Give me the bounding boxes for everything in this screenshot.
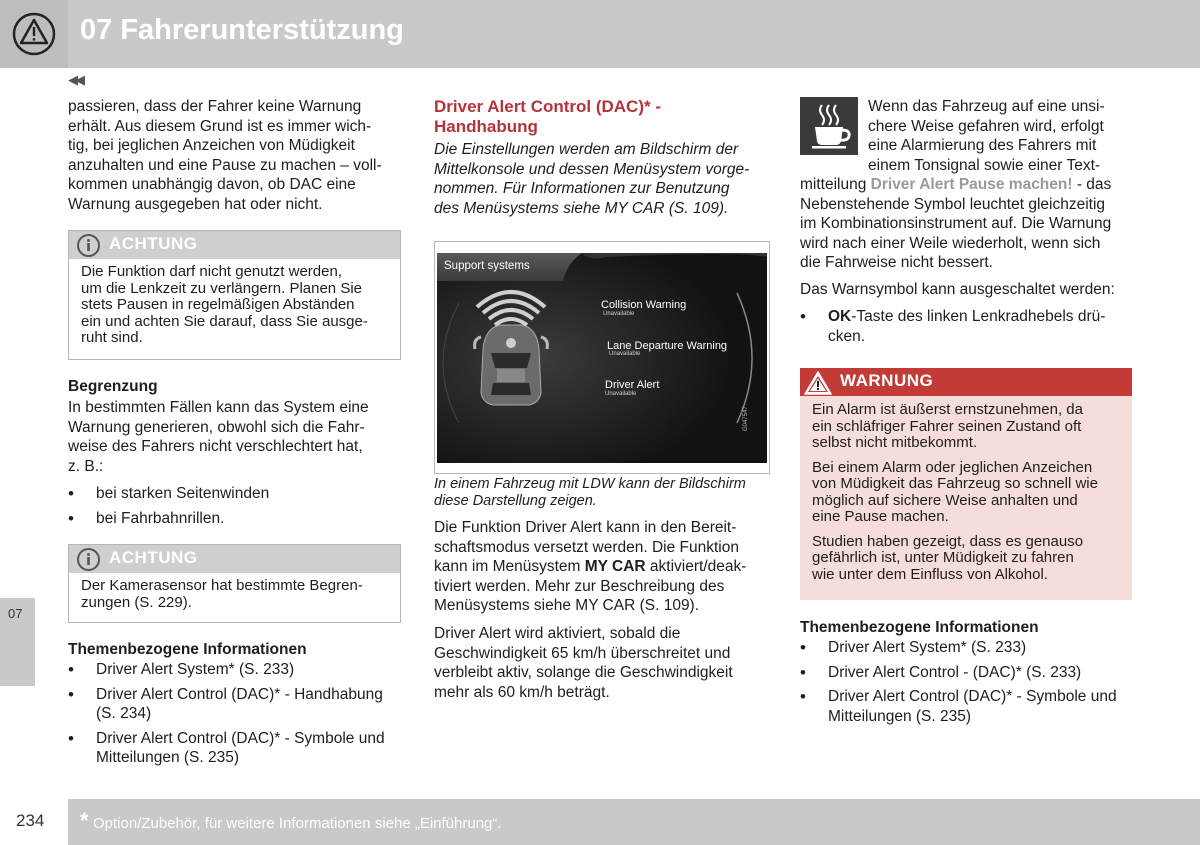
screen-item-status: Unavailable <box>603 311 635 317</box>
col3-paragraph-1-bottom <box>800 175 1145 273</box>
text-line: Ein Alarm ist äußerst ernstzunehmen, da <box>812 401 1083 418</box>
text-line: verbleibt aktiv, solange die Geschwindigkeit <box>434 664 733 681</box>
text-line: Mitteilungen (S. 235) <box>96 749 240 766</box>
display-message: Driver Alert Pause machen! <box>870 176 1073 193</box>
text-line: tig, bei jeglichen Anzeichen von Müdigkeit <box>68 137 355 154</box>
text-line: wird nach einer Weile wiederholt, wenn sich <box>800 234 1101 252</box>
related-link[interactable] <box>68 729 403 768</box>
text-line <box>800 175 1145 195</box>
list-item <box>800 307 1135 346</box>
col2-intro <box>434 140 774 218</box>
back-arrows-icon[interactable]: ◀◀ <box>68 72 82 87</box>
text-span: mitteilung <box>800 176 871 193</box>
warning-triangle-icon <box>0 0 68 68</box>
text-line: ein schläfriger Fahrer seinen Zustand oft <box>812 417 1082 435</box>
text-line: stets Pausen in regelmäßigen Abständen <box>81 296 355 313</box>
text-line <box>434 557 779 577</box>
text-span: kann im Menüsystem <box>434 558 585 575</box>
text-line: selbst nicht mitbekommt. <box>812 434 978 451</box>
footer-asterisk: * <box>80 808 89 833</box>
warning-title: WARNUNG <box>840 371 934 390</box>
text-span: aktiviert/deak- <box>645 558 747 575</box>
text-line: • Driver Alert System* (S. 233) <box>828 639 1027 656</box>
image-code: G047547 <box>743 406 749 431</box>
header-icon-box <box>0 0 68 68</box>
text-line: möglich auf sichere Weise anhalten und <box>812 491 1078 509</box>
text-line: diese Darstellung zeigen. <box>434 493 597 509</box>
text-line: Wenn das Fahrzeug auf eine unsi- <box>868 98 1105 115</box>
warning-paragraph <box>812 460 1127 526</box>
text-line: Studien haben gezeigt, dass es genauso <box>812 532 1084 550</box>
page-number: 234 <box>16 811 45 830</box>
screen-item-status: Unavailable <box>605 391 637 397</box>
text-line: eine Alarmierung des Fahrers mit <box>868 137 1097 154</box>
screen-title: Support systems <box>444 260 530 272</box>
info-icon <box>76 233 101 258</box>
screen-item-status: Unavailable <box>609 351 641 357</box>
text-line: Mittelkonsole und dessen Menüsystem vorge- <box>434 160 750 178</box>
related-link[interactable] <box>68 685 403 724</box>
section-heading-begrenzung: Begrenzung <box>68 378 158 395</box>
text-line: Mitteilungen (S. 235) <box>828 707 972 725</box>
col3-bullets <box>800 307 1135 351</box>
warning-paragraph <box>812 402 1127 452</box>
text-line: Geschwindigkeit 65 km/h überschreitet und <box>434 644 731 662</box>
text-line: Die Einstellungen werden am Bildschirm der <box>434 141 739 158</box>
screen-item-label[interactable]: Collision Warning <box>601 299 687 311</box>
text-line: eine Pause machen. <box>812 508 949 525</box>
notice-title: ACHTUNG <box>109 548 198 567</box>
page-title: 07 Fahrerunterstützung <box>80 14 404 46</box>
related-heading: Themenbezogene Informationen <box>68 641 307 658</box>
text-line: Warnung ausgegeben hat oder nicht. <box>68 195 323 213</box>
text-line <box>828 307 1135 327</box>
text-line: • Driver Alert Control (DAC)* - Symbole und <box>96 729 385 747</box>
text-line: (S. 234) <box>96 705 152 722</box>
text-line: die Fahrweise nicht bessert. <box>800 254 993 271</box>
text-line: Driver Alert wird aktiviert, sobald die <box>434 625 681 642</box>
notice-body <box>69 259 400 356</box>
related-link[interactable] <box>800 687 1145 726</box>
text-line: gefährlich ist, unter Müdigkeit zu fahren <box>812 549 1074 566</box>
related-link[interactable] <box>68 660 403 680</box>
text-line: Die Funktion darf nicht genutzt werden, <box>81 263 342 280</box>
notice-box-achtung <box>68 230 401 360</box>
col3-paragraph-2: Das Warnsymbol kann ausgeschaltet werden: <box>800 281 1115 298</box>
text-line: zungen (S. 229). <box>81 593 192 611</box>
text-line: ruht sind. <box>81 329 143 346</box>
text-line: chere Weise gefahren wird, erfolgt <box>868 117 1104 135</box>
text-line: z. B.: <box>68 457 104 475</box>
warning-triangle-icon <box>803 369 833 396</box>
text-line: einem Tonsignal sowie einer Text- <box>868 156 1101 174</box>
notice-header <box>69 231 400 259</box>
text-line: Driver Alert Control (DAC)* - <box>434 97 661 116</box>
related-link[interactable] <box>800 638 1145 658</box>
text-line: • Driver Alert Control (DAC)* - Handhabung <box>96 685 383 703</box>
info-icon <box>76 547 101 572</box>
text-line: des Menüsystems siehe MY CAR (S. 109). <box>434 199 729 217</box>
text-line: tiviert werden. Mehr zur Beschreibung des <box>434 577 725 595</box>
coffee-cup-icon <box>800 97 858 155</box>
notice-box-achtung-2 <box>68 544 401 623</box>
col1-intro <box>68 97 403 214</box>
text-line: Der Kamerasensor hat bestimmte Begren- <box>81 577 363 594</box>
text-line: • Driver Alert Control (DAC)* - Symbole und <box>828 688 1117 705</box>
list-item: • bei Fahrbahnrillen. <box>68 509 403 529</box>
support-systems-screen <box>437 253 767 463</box>
text-line: Die Funktion Driver Alert kann in den Bereit- <box>434 519 737 536</box>
text-line: im Kombinationsinstrument auf. Die Warnung <box>800 215 1112 232</box>
text-line: Handhabung <box>434 117 538 136</box>
text-line: Nebenstehende Symbol leuchtet gleichzeitig <box>800 195 1106 213</box>
text-line: erhält. Aus diesem Grund ist es immer wich- <box>68 117 372 135</box>
key-name-bold: OK <box>828 308 852 325</box>
text-line: cken. <box>828 327 866 345</box>
limit-text <box>68 398 403 476</box>
text-line: In bestimmten Fällen kann das System eine <box>68 399 369 416</box>
screen-item-label[interactable]: Driver Alert <box>605 379 660 391</box>
text-span: -Taste des linken Lenkradhebels drü- <box>851 308 1106 325</box>
related-heading: Themenbezogene Informationen <box>800 619 1039 636</box>
text-line: nommen. Für Informationen zur Benutzung <box>434 180 730 197</box>
footer-note: Option/Zubehör, für weitere Informationen siehe „Einführung“. <box>93 815 502 832</box>
text-line: In einem Fahrzeug mit LDW kann der Bildschirm <box>434 476 746 492</box>
chapter-tab-label: 07 <box>8 606 23 621</box>
text-line: kommen unabhängig davon, ob DAC eine <box>68 176 356 193</box>
list-item: • bei starken Seitenwinden <box>68 484 403 504</box>
notice-header <box>69 545 400 573</box>
screen-item-label[interactable]: Lane Departure Warning <box>607 340 728 352</box>
warning-body <box>812 402 1127 591</box>
text-line: passieren, dass der Fahrer keine Warnung <box>68 98 362 115</box>
section-heading-dac <box>434 97 774 137</box>
related-link[interactable] <box>800 663 1145 683</box>
text-line: Menüsystems siehe MY CAR (S. 109). <box>434 597 700 614</box>
text-line: mehr als 60 km/h beträgt. <box>434 683 610 701</box>
text-line: um die Lenkzeit zu verlängern. Planen Sie <box>81 279 363 297</box>
text-line: anzuhalten und eine Pause zu machen – voll- <box>68 156 382 174</box>
text-line: weise des Fahrers nicht verschlechtert hat, <box>68 438 363 455</box>
notice-title: ACHTUNG <box>109 234 198 253</box>
warning-paragraph <box>812 534 1127 584</box>
col3-paragraph-1-top <box>868 97 1138 175</box>
col2-paragraph-1 <box>434 518 779 616</box>
text-line: wie unter dem Einfluss von Alkohol. <box>812 565 1048 583</box>
text-line: Warnung generieren, obwohl sich die Fahr- <box>68 418 365 436</box>
text-span: - das <box>1072 176 1112 193</box>
text-line: von Müdigkeit das Fahrzeug so schnell wie <box>812 475 1098 492</box>
related-list <box>800 638 1145 731</box>
text-line: Bei einem Alarm oder jeglichen Anzeichen <box>812 458 1093 476</box>
menu-name-bold: MY CAR <box>584 558 646 575</box>
screen-graphic <box>437 253 767 463</box>
col2-paragraph-2 <box>434 624 779 702</box>
text-line: • Driver Alert System* (S. 233) <box>96 661 295 678</box>
related-list <box>68 660 403 773</box>
text-line: • Driver Alert Control - (DAC)* (S. 233) <box>828 663 1082 681</box>
notice-body <box>69 573 400 620</box>
limit-bullets <box>68 484 403 533</box>
text-line: ein und achten Sie darauf, dass Sie ausge- <box>81 312 368 330</box>
image-caption <box>434 476 774 510</box>
car-topview-icon <box>481 325 541 405</box>
text-line: schaftsmodus versetzt werden. Die Funktion <box>434 538 739 556</box>
